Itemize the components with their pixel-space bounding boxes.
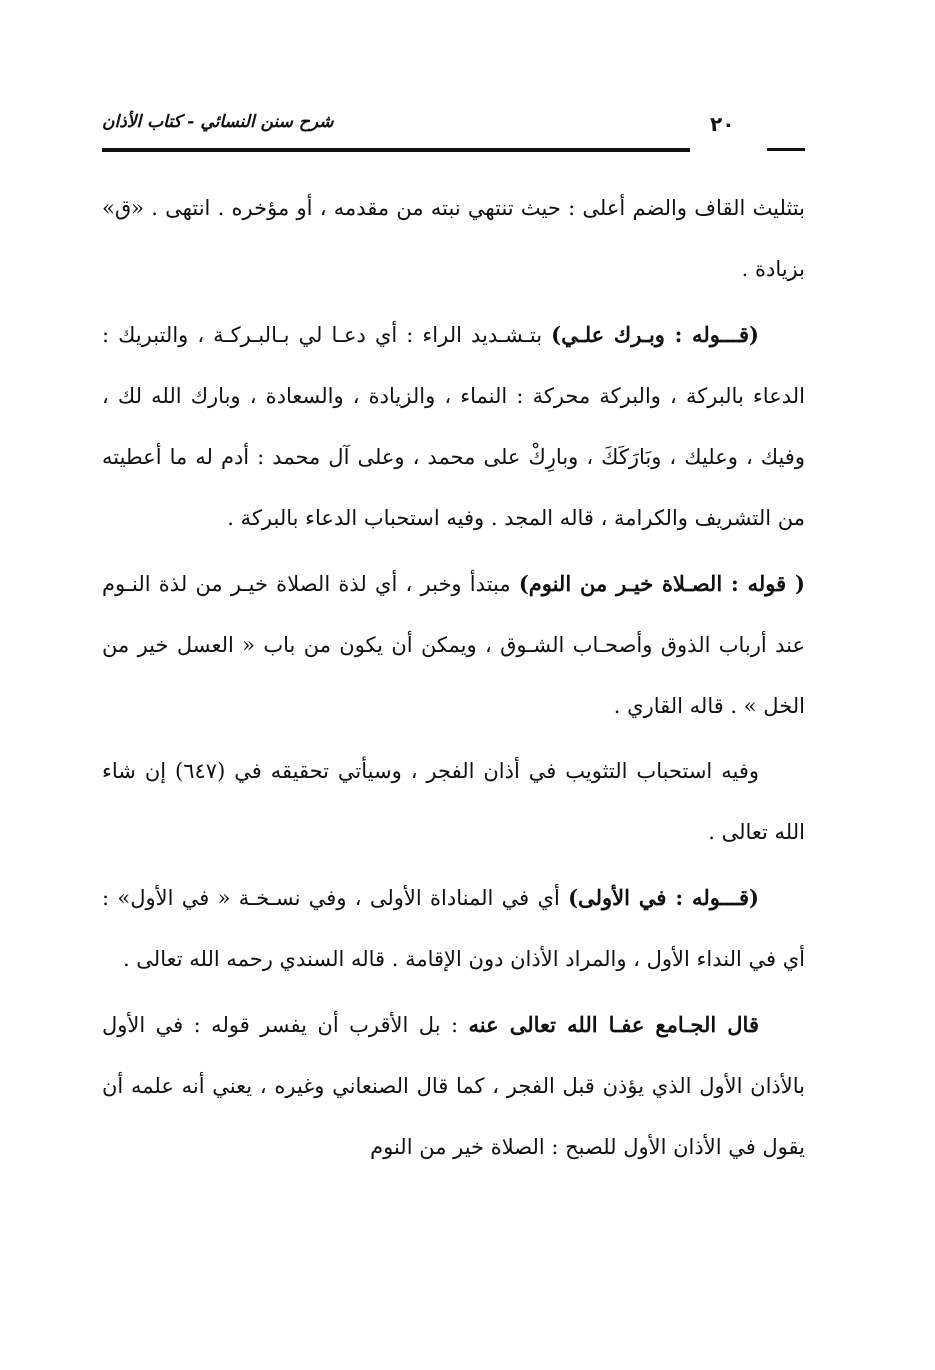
quoted-phrase: ( قوله : الصـلاة خيـر من النوم) [518, 571, 805, 596]
header-rule [102, 148, 690, 152]
paragraph-6 [102, 994, 805, 1178]
page-number: ٢٠ [710, 112, 735, 136]
paragraph-4 [102, 741, 805, 863]
paragraph-1 [102, 178, 805, 300]
running-header [102, 112, 802, 142]
quoted-phrase: قال الجـامع عفـا الله تعالى عنه [468, 1012, 759, 1037]
paragraph-text: : بل الأقرب أن يفسر قوله : في الأول بالأذان الأول الذي يؤذن قبل الفجر ، كما قال الصنعاني وغيره ، يعني أنه علمه أن يقول في الأذان الأول للصبح : الصلاة خير من النوم [102, 1013, 805, 1159]
quoted-phrase: (قـــوله : وبـرك علـي) [551, 322, 759, 347]
page-number-dash [767, 148, 805, 151]
paragraph-text: بتثليث القاف والضم أعلى : حيث تنتهي نبته من مقدمه ، أو مؤخره . انتهى . «ق» بزيادة . [102, 196, 805, 281]
paragraph-text: مبتدأ وخبر ، أي لذة الصلاة خيـر من لذة النـوم عند أرباب الذوق وأصحـاب الشـوق ، ويمكن أن يكون من باب « العسل خير من الخل » . قاله القاري . [102, 572, 805, 718]
paragraph-text: أي في المناداة الأولى ، وفي نسـخـة « في الأول» : أي في النداء الأول ، والمراد الأذان دون الإقامة . قاله السندي رحمه الله تعالى . [102, 886, 805, 971]
paragraph-text: بتـشـديد الراء : أي دعـا لي بـالبـركـة ، والتبريك : الدعاء بالبركة ، والبركة محركة : النماء ، والزيادة ، والسعادة ، وبارك الله لك ، وفيك ، وعليك ، وبَارَكَكَ ، وبارِكْ على محمد ، وعلى آل محمد : أدم له ما أعطيته من التشريف والكرامة ، قاله المجد . وفيه استحباب الدعاء بالبركة . [102, 323, 805, 530]
paragraph-5 [102, 867, 805, 990]
paragraph-2 [102, 304, 805, 549]
body-text [102, 178, 805, 1258]
paragraph-text: وفيه استحباب التثويب في أذان الفجر ، وسيأتي تحقيقه في (٦٤٧) إن شاء الله تعالى . [102, 759, 805, 844]
running-title: شرح سنن النسائي - كتاب الأذان [102, 112, 334, 132]
quoted-phrase: (قـــوله : في الأولى) [568, 885, 759, 910]
paragraph-3 [102, 553, 805, 737]
